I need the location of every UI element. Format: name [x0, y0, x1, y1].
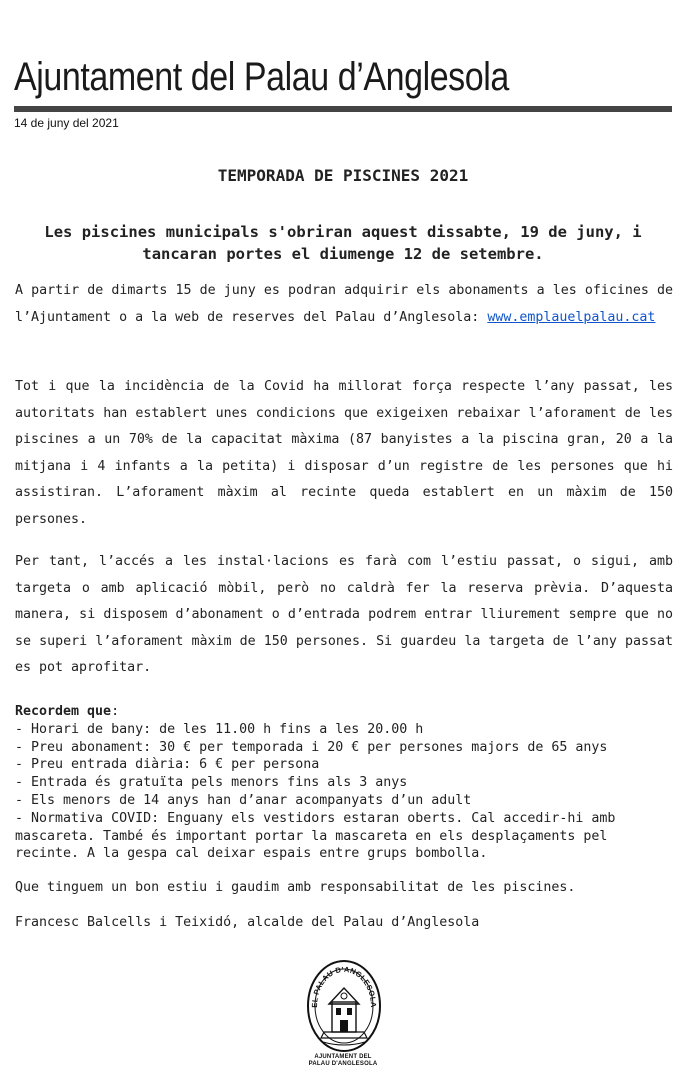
closing-line: Que tinguem un bon estiu i gaudim amb responsabilitat de les piscines.	[15, 880, 576, 895]
paragraph-access: Per tant, l’accés a les instal·lacions es farà com l’estiu passat, o sigui, amb targeta o amb aplicació mòbil, però no caldrà fer la reserva prèvia. D’aquesta manera, si disposem d’abonament o d’entrada podrem entrar lliurement sempre que no se superi l’aforament màxim de 150 persones. Si guardeu la targeta de l’any passat es pot aprofitar.	[15, 554, 673, 676]
document-subtitle: Les piscines municipals s'obriran aquest dissabte, 19 de juny, i tancaran portes el diumenge 12 de setembre.	[44, 223, 642, 263]
svg-text:EL PALAU D'ANGLESOLA: EL PALAU D'ANGLESOLA	[309, 964, 379, 1008]
signature-line: Francesc Balcells i Teixidó, alcalde del Palau d’Anglesola	[15, 915, 480, 930]
site-title: Ajuntament del Palau d’Anglesola	[14, 55, 509, 99]
reminders-heading	[15, 703, 673, 721]
list-item: - Els menors de 14 anys han d’anar acompanyats d’un adult	[15, 792, 472, 808]
list-item: - Preu abonament: 30 € per temporada i 20 € per persones majors de 65 anys	[15, 739, 608, 755]
list-item: - Horari de bany: de les 11.00 h fins a les 20.00 h	[15, 721, 424, 737]
list-item: - Preu entrada diària: 6 € per persona	[15, 757, 320, 773]
publish-date: 14 de juny del 2021	[14, 116, 119, 130]
reminders-section	[15, 703, 673, 863]
paragraph-covid-capacity: Tot i que la incidència de la Covid ha millorat força respecte l’any passat, les autoritats han establert unes condicions que exigeixen rebaixar l’aforament de les piscines a un 70% de la capacitat màxima (87 banyistes a la piscina gran, 20 a la mitjana i 4 infants a la petita) i disposar d’un registre de les persones que hi assistiran. L’aforament màxim al recinte queda establert en un màxim de 150 persones.	[15, 379, 673, 527]
reservations-link[interactable]: www.emplauelpalau.cat	[487, 309, 656, 325]
list-item: - Entrada és gratuïta pels menors fins als 3 anys	[15, 775, 408, 791]
paragraph-purchase-text: A partir de dimarts 15 de juny es podran adquirir els abonaments a les oficines de l’Ajuntament o a la web de reserves del Palau d’Anglesola:	[15, 283, 673, 325]
reminders-colon: :	[111, 704, 120, 719]
seal-caption-line2: PALAU D'ANGLESOLA	[308, 1061, 378, 1067]
reminders-title: Recordem que	[15, 704, 112, 719]
seal-caption-line1: AJUNTAMENT DEL	[314, 1054, 372, 1060]
town-seal-icon	[305, 958, 383, 1054]
paragraph-purchase-info	[15, 278, 673, 331]
reminders-list	[15, 721, 673, 863]
document-title: TEMPORADA DE PISCINES 2021	[217, 166, 469, 185]
header-divider	[14, 106, 672, 112]
seal-caption	[263, 1054, 423, 1068]
list-item: - Normativa COVID: Enguany els vestidors estaran oberts. Cal accedir-hi amb mascareta. També és important portar la mascareta en els desplaçaments pel recinte. A la gespa cal deixar espais entre grups bombolla.	[15, 810, 616, 862]
